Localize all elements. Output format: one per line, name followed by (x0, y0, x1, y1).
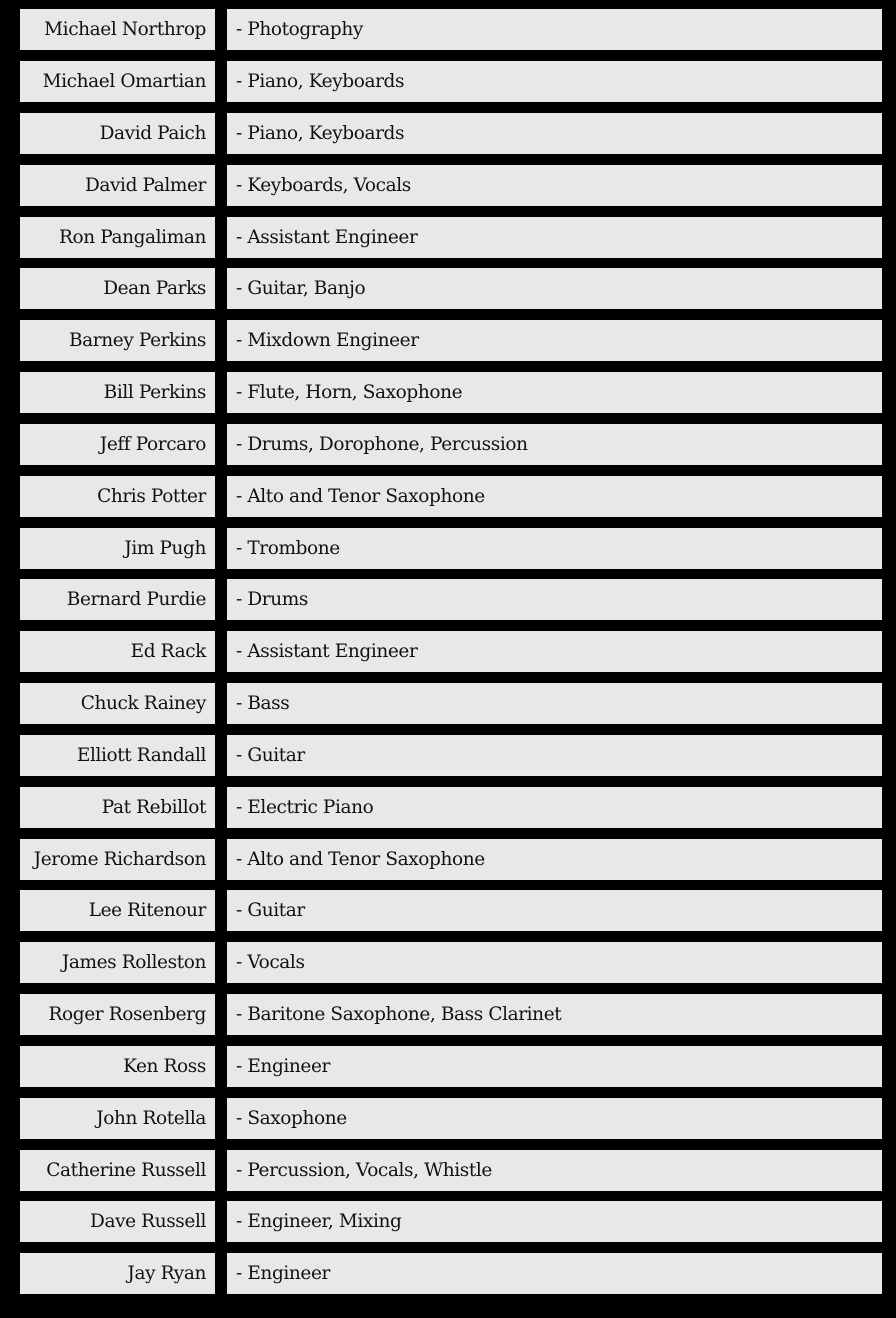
credit-row (0, 268, 896, 309)
credit-row (0, 1150, 896, 1191)
credit-role: - Drums (227, 579, 882, 620)
credit-name: Ken Ross (20, 1046, 215, 1087)
credit-name: Bill Perkins (20, 372, 215, 413)
credit-row (0, 320, 896, 361)
credit-row (0, 683, 896, 724)
credit-role: - Engineer, Mixing (227, 1201, 882, 1242)
credit-role: - Engineer (227, 1253, 882, 1294)
credit-name: Catherine Russell (20, 1150, 215, 1191)
credit-row (0, 1046, 896, 1087)
credit-row (0, 1098, 896, 1139)
credit-role: - Piano, Keyboards (227, 61, 882, 102)
credit-role: - Photography (227, 9, 882, 50)
credit-role: - Assistant Engineer (227, 217, 882, 258)
credit-name: Roger Rosenberg (20, 994, 215, 1035)
credit-name: Michael Northrop (20, 9, 215, 50)
credit-role: - Drums, Dorophone, Percussion (227, 424, 882, 465)
credit-role: - Assistant Engineer (227, 631, 882, 672)
credit-role: - Percussion, Vocals, Whistle (227, 1150, 882, 1191)
credit-row (0, 890, 896, 931)
credit-name: Pat Rebillot (20, 787, 215, 828)
credit-row (0, 372, 896, 413)
credit-role: - Keyboards, Vocals (227, 165, 882, 206)
credit-name: David Palmer (20, 165, 215, 206)
credit-role: - Flute, Horn, Saxophone (227, 372, 882, 413)
credit-row (0, 61, 896, 102)
credit-role: - Alto and Tenor Saxophone (227, 476, 882, 517)
credit-name: Michael Omartian (20, 61, 215, 102)
credit-role: - Guitar (227, 735, 882, 776)
credit-row (0, 631, 896, 672)
credit-role: - Saxophone (227, 1098, 882, 1139)
credit-row (0, 424, 896, 465)
credit-name: Jim Pugh (20, 528, 215, 569)
credit-role: - Vocals (227, 942, 882, 983)
credit-name: Dave Russell (20, 1201, 215, 1242)
credit-name: David Paich (20, 113, 215, 154)
credit-name: Jeff Porcaro (20, 424, 215, 465)
credit-row (0, 839, 896, 880)
credit-row (0, 787, 896, 828)
credit-role: - Guitar, Banjo (227, 268, 882, 309)
credit-row (0, 9, 896, 50)
credit-name: Bernard Purdie (20, 579, 215, 620)
credit-row (0, 579, 896, 620)
credit-name: Jerome Richardson (20, 839, 215, 880)
credit-row (0, 1253, 896, 1294)
credit-role: - Bass (227, 683, 882, 724)
credit-role: - Trombone (227, 528, 882, 569)
credit-name: Lee Ritenour (20, 890, 215, 931)
credit-role: - Electric Piano (227, 787, 882, 828)
credit-name: Jay Ryan (20, 1253, 215, 1294)
credit-name: James Rolleston (20, 942, 215, 983)
credit-role: - Mixdown Engineer (227, 320, 882, 361)
credit-role: - Guitar (227, 890, 882, 931)
credit-row (0, 942, 896, 983)
credit-row (0, 528, 896, 569)
credit-name: Elliott Randall (20, 735, 215, 776)
credit-name: Chuck Rainey (20, 683, 215, 724)
credit-name: Chris Potter (20, 476, 215, 517)
credit-row (0, 113, 896, 154)
credit-name: Barney Perkins (20, 320, 215, 361)
credit-row (0, 735, 896, 776)
credit-row (0, 994, 896, 1035)
credit-row (0, 217, 896, 258)
credit-role: - Alto and Tenor Saxophone (227, 839, 882, 880)
credit-role: - Piano, Keyboards (227, 113, 882, 154)
credit-name: Ron Pangaliman (20, 217, 215, 258)
credit-name: Dean Parks (20, 268, 215, 309)
credit-row (0, 1201, 896, 1242)
credit-name: Ed Rack (20, 631, 215, 672)
credit-row (0, 476, 896, 517)
credit-role: - Baritone Saxophone, Bass Clarinet (227, 994, 882, 1035)
credit-role: - Engineer (227, 1046, 882, 1087)
credit-name: John Rotella (20, 1098, 215, 1139)
credit-row (0, 165, 896, 206)
